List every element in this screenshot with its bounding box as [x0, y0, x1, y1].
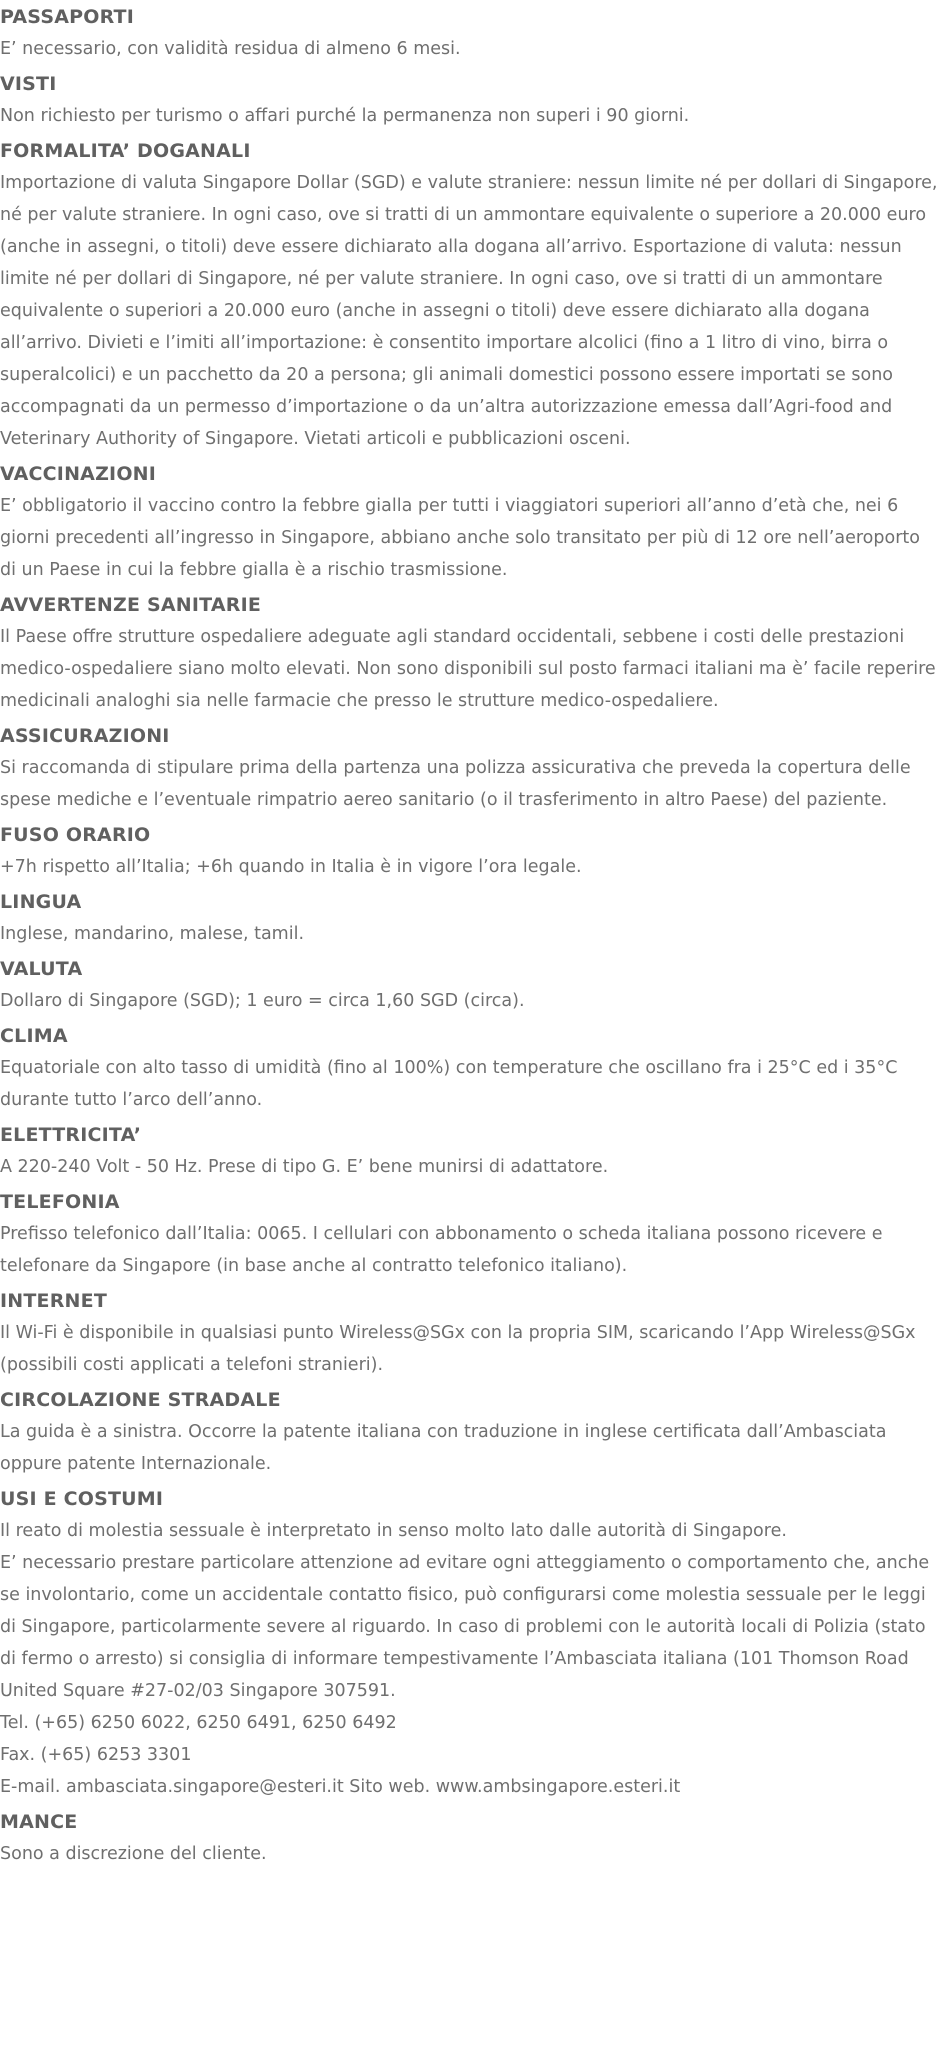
section-text: E’ necessario prestare particolare attenzione ad evitare ogni atteggiamento o comportamento che, anche se involontario, come un accidentale contatto fisico, può configurarsi come molestia sessuale per le leggi di Singapore, particolarmente severe al riguardo. In caso di problemi con le autorità locali di Polizia (stato di fermo o arresto) si consiglia di informare tempestivamente l’Ambasciata italiana (101 Thomson Road United Square #27-02/03 Singapore 307591. [0, 1553, 930, 1701]
section-heading: MANCE [0, 1811, 78, 1833]
section-avvertenze-sanitarie [0, 592, 939, 717]
section-vaccinazioni [0, 461, 939, 586]
section-heading: TELEFONIA [0, 1191, 120, 1213]
section-assicurazioni [0, 723, 939, 816]
section-text: Dollaro di Singapore (SGD); 1 euro = circa 1,60 SGD (circa). [0, 991, 525, 1011]
section-text: A 220-240 Volt - 50 Hz. Prese di tipo G. E’ bene munirsi di adattatore. [0, 1157, 609, 1177]
section-internet [0, 1288, 939, 1381]
section-visti [0, 71, 939, 132]
section-text: +7h rispetto all’Italia; +6h quando in Italia è in vigore l’ora legale. [0, 857, 582, 877]
section-lingua [0, 889, 939, 950]
section-heading: LINGUA [0, 891, 82, 913]
section-usi-e-costumi [0, 1486, 939, 1803]
section-heading: VACCINAZIONI [0, 463, 157, 485]
embassy-fax: Fax. (+65) 6253 3301 [0, 1745, 192, 1765]
section-clima [0, 1023, 939, 1116]
section-telefonia [0, 1189, 939, 1282]
section-text: Equatoriale con alto tasso di umidità (fino al 100%) con temperature che oscillano fra i 25°C ed i 35°C durante tutto l’arco dell’anno. [0, 1058, 898, 1110]
section-text: Non richiesto per turismo o affari purché la permanenza non superi i 90 giorni. [0, 106, 690, 126]
section-heading: CIRCOLAZIONE STRADALE [0, 1389, 281, 1411]
section-circolazione-stradale [0, 1387, 939, 1480]
section-text: La guida è a sinistra. Occorre la patente italiana con traduzione in inglese certificata dall’Ambasciata oppure patente Internazionale. [0, 1422, 887, 1474]
section-mance [0, 1809, 939, 1870]
section-heading: FORMALITA’ DOGANALI [0, 140, 251, 162]
embassy-email-website: E-mail. ambasciata.singapore@esteri.it Sito web. www.ambsingapore.esteri.it [0, 1777, 681, 1797]
section-text: Inglese, mandarino, malese, tamil. [0, 924, 305, 944]
section-heading: VALUTA [0, 958, 83, 980]
section-heading: VISTI [0, 73, 57, 95]
section-heading: ELETTRICITA’ [0, 1124, 142, 1146]
section-text: Il Paese offre strutture ospedaliere adeguate agli standard occidentali, sebbene i costi delle prestazioni medico-ospedaliere siano molto elevati. Non sono disponibili sul posto farmaci italiani ma è’ facile reperire medicinali analoghi sia nelle farmacie che presso le strutture medico-ospedaliere. [0, 627, 936, 711]
section-heading: CLIMA [0, 1025, 68, 1047]
section-text: Si raccomanda di stipulare prima della partenza una polizza assicurativa che preveda la copertura delle spese mediche e l’eventuale rimpatrio aereo sanitario (o il trasferimento in altro Paese) del paziente. [0, 758, 911, 810]
section-heading: AVVERTENZE SANITARIE [0, 594, 262, 616]
section-heading: ASSICURAZIONI [0, 725, 170, 747]
section-valuta [0, 956, 939, 1017]
section-fuso-orario [0, 822, 939, 883]
section-heading: INTERNET [0, 1290, 107, 1312]
section-text: Sono a discrezione del cliente. [0, 1844, 267, 1864]
section-text: Il reato di molestia sessuale è interpretato in senso molto lato dalle autorità di Singapore. [0, 1521, 787, 1541]
section-elettricita [0, 1122, 939, 1183]
section-formalita-doganali [0, 138, 939, 455]
section-text: Il Wi-Fi è disponibile in qualsiasi punto Wireless@SGx con la propria SIM, scaricando l’App Wireless@SGx (possibili costi applicati a telefoni stranieri). [0, 1323, 916, 1375]
section-heading: USI E COSTUMI [0, 1488, 164, 1510]
section-text: Prefisso telefonico dall’Italia: 0065. I cellulari con abbonamento o scheda italiana possono ricevere e telefonare da Singapore (in base anche al contratto telefonico italiano). [0, 1224, 883, 1276]
section-heading: PASSAPORTI [0, 6, 134, 28]
section-text: E’ obbligatorio il vaccino contro la febbre gialla per tutti i viaggiatori superiori all’anno d’età che, nei 6 giorni precedenti all’ingresso in Singapore, abbiano anche solo transitato per più di 12 ore nell’aeroporto di un Paese in cui la febbre gialla è a rischio trasmissione. [0, 496, 920, 580]
section-heading: FUSO ORARIO [0, 824, 151, 846]
section-passaporti [0, 4, 939, 65]
section-text: Importazione di valuta Singapore Dollar (SGD) e valute straniere: nessun limite né per dollari di Singapore, né per valute straniere. In ogni caso, ove si tratti di un ammontare equivalente o superiore a 20.000 euro (anche in assegni, o titoli) deve essere dichiarato alla dogana all’arrivo. Esportazione di valuta: nessun limite né per dollari di Singapore, né per valute straniere. In ogni caso, ove si tratti di un ammontare equivalente o superiori a 20.000 euro (anche in assegni o titoli) deve essere dichiarato alla dogana all’arrivo. Divieti e l’imiti all’importazione: è consentito importare alcolici (fino a 1 litro di vino, birra o superalcolici) e un pacchetto da 20 a persona; gli animali domestici possono essere importati se sono accompagnati da un permesso d’importazione o da un’altra autorizzazione emessa dall’Agri-food and Veterinary Authority of Singapore. Vietati articoli e pubblicazioni osceni. [0, 173, 938, 449]
embassy-phone: Tel. (+65) 6250 6022, 6250 6491, 6250 6492 [0, 1713, 397, 1733]
section-text: E’ necessario, con validità residua di almeno 6 mesi. [0, 39, 461, 59]
